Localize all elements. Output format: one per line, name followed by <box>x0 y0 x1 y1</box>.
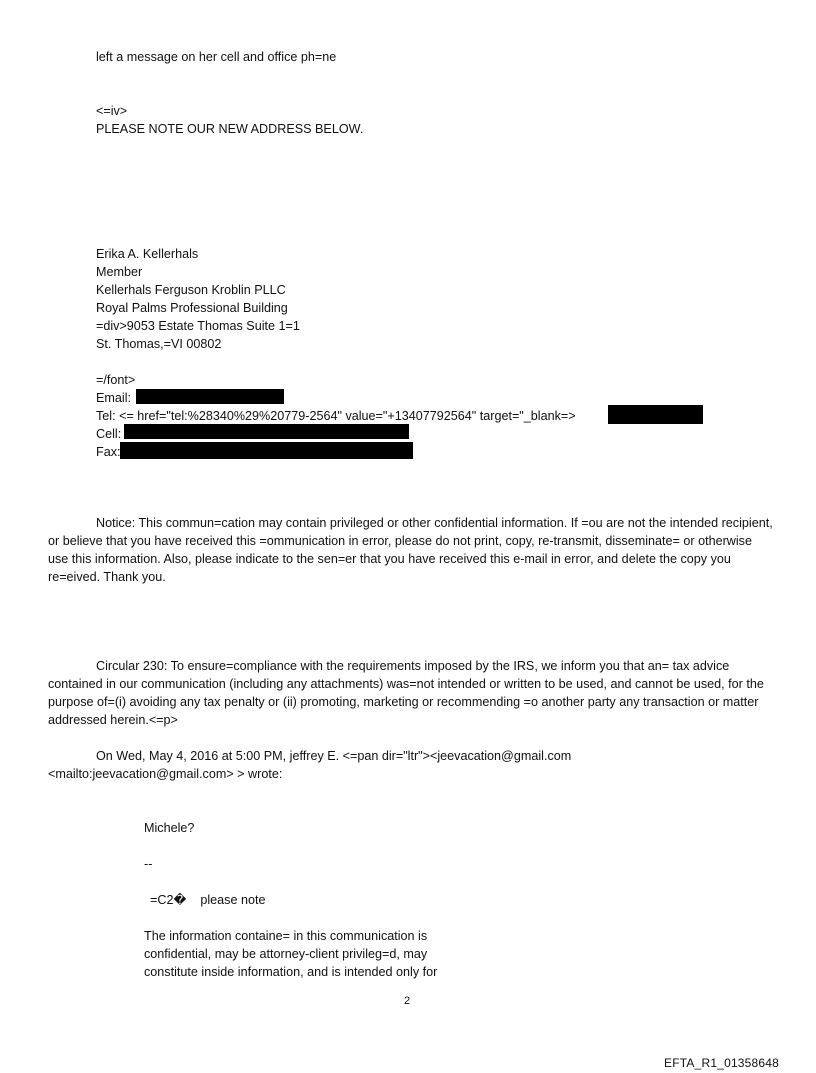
circular-230-notice: Circular 230: To ensure=compliance with the requirements imposed by the IRS, we inform you that an= tax advice contained in our communication (including any attachments) was=not intended or written to be used, and cannot be used, for the purpose of=(i) avoiding any tax penalty or (ii) promoting, marketing or recommending =o another party any transaction or matter addressed herein.<=p> <box>48 659 764 727</box>
confidentiality-notice: Notice: This commun=cation may contain privileged or other confidential information. If =ou are not the intended recipient, or believe that you have received this =ommunication in error, please do not print, copy, re-transmit, disseminate= or otherwise use this information. Also, please indicate to the sen=er that you have received this e-mail in error, and delete the copy you re=eived. Thank you. <box>48 516 773 584</box>
font-close-markup: =/font> <box>96 373 136 387</box>
fax-redaction <box>120 442 413 459</box>
document-id: EFTA_R1_01358648 <box>664 1056 780 1070</box>
signature-building: Royal Palms Professional Building <box>96 301 288 315</box>
quote-info-line-1: The information containe= in this communication is <box>144 929 428 943</box>
quote-header: On Wed, May 4, 2016 at 5:00 PM, jeffrey E. <=pan dir="ltr"><jeevacation@gmail.com <mailto:jeevacation@gmail.com> > wrote: <box>48 749 572 781</box>
quote-dashes: -- <box>144 857 153 871</box>
fax-label: Fax: <box>96 445 121 459</box>
email-redaction <box>136 389 284 404</box>
cell-redaction <box>124 424 409 439</box>
signature-firm: Kellerhals Ferguson Kroblin PLLC <box>96 283 286 297</box>
tel-line: Tel: <= href="tel:%28340%29%20779-2564" value="+13407792564" target="_blank=> <box>96 409 576 423</box>
signature-street: =div>9053 Estate Thomas Suite 1=1 <box>96 319 300 333</box>
new-address-notice: PLEASE NOTE OUR NEW ADDRESS BELOW. <box>96 122 364 136</box>
tel-redaction <box>608 405 703 424</box>
email-label: Email: <box>96 391 131 405</box>
quote-info-line-3: constitute inside information, and is intended only for <box>144 965 438 979</box>
page-number: 2 <box>404 995 411 1007</box>
signature-name: Erika A. Kellerhals <box>96 247 199 261</box>
quote-info-line-2: confidential, may be attorney-client privileg=d, may <box>144 947 428 961</box>
signature-city: St. Thomas,=VI 00802 <box>96 337 222 351</box>
quote-michele: Michele? <box>144 821 195 835</box>
signature-title: Member <box>96 265 143 279</box>
cell-label: Cell: <box>96 427 122 441</box>
div-markup-line: <=iv> <box>96 104 128 118</box>
message-line: left a message on her cell and office ph=ne <box>96 50 337 64</box>
quote-please-note: =C2� please note <box>150 893 266 907</box>
